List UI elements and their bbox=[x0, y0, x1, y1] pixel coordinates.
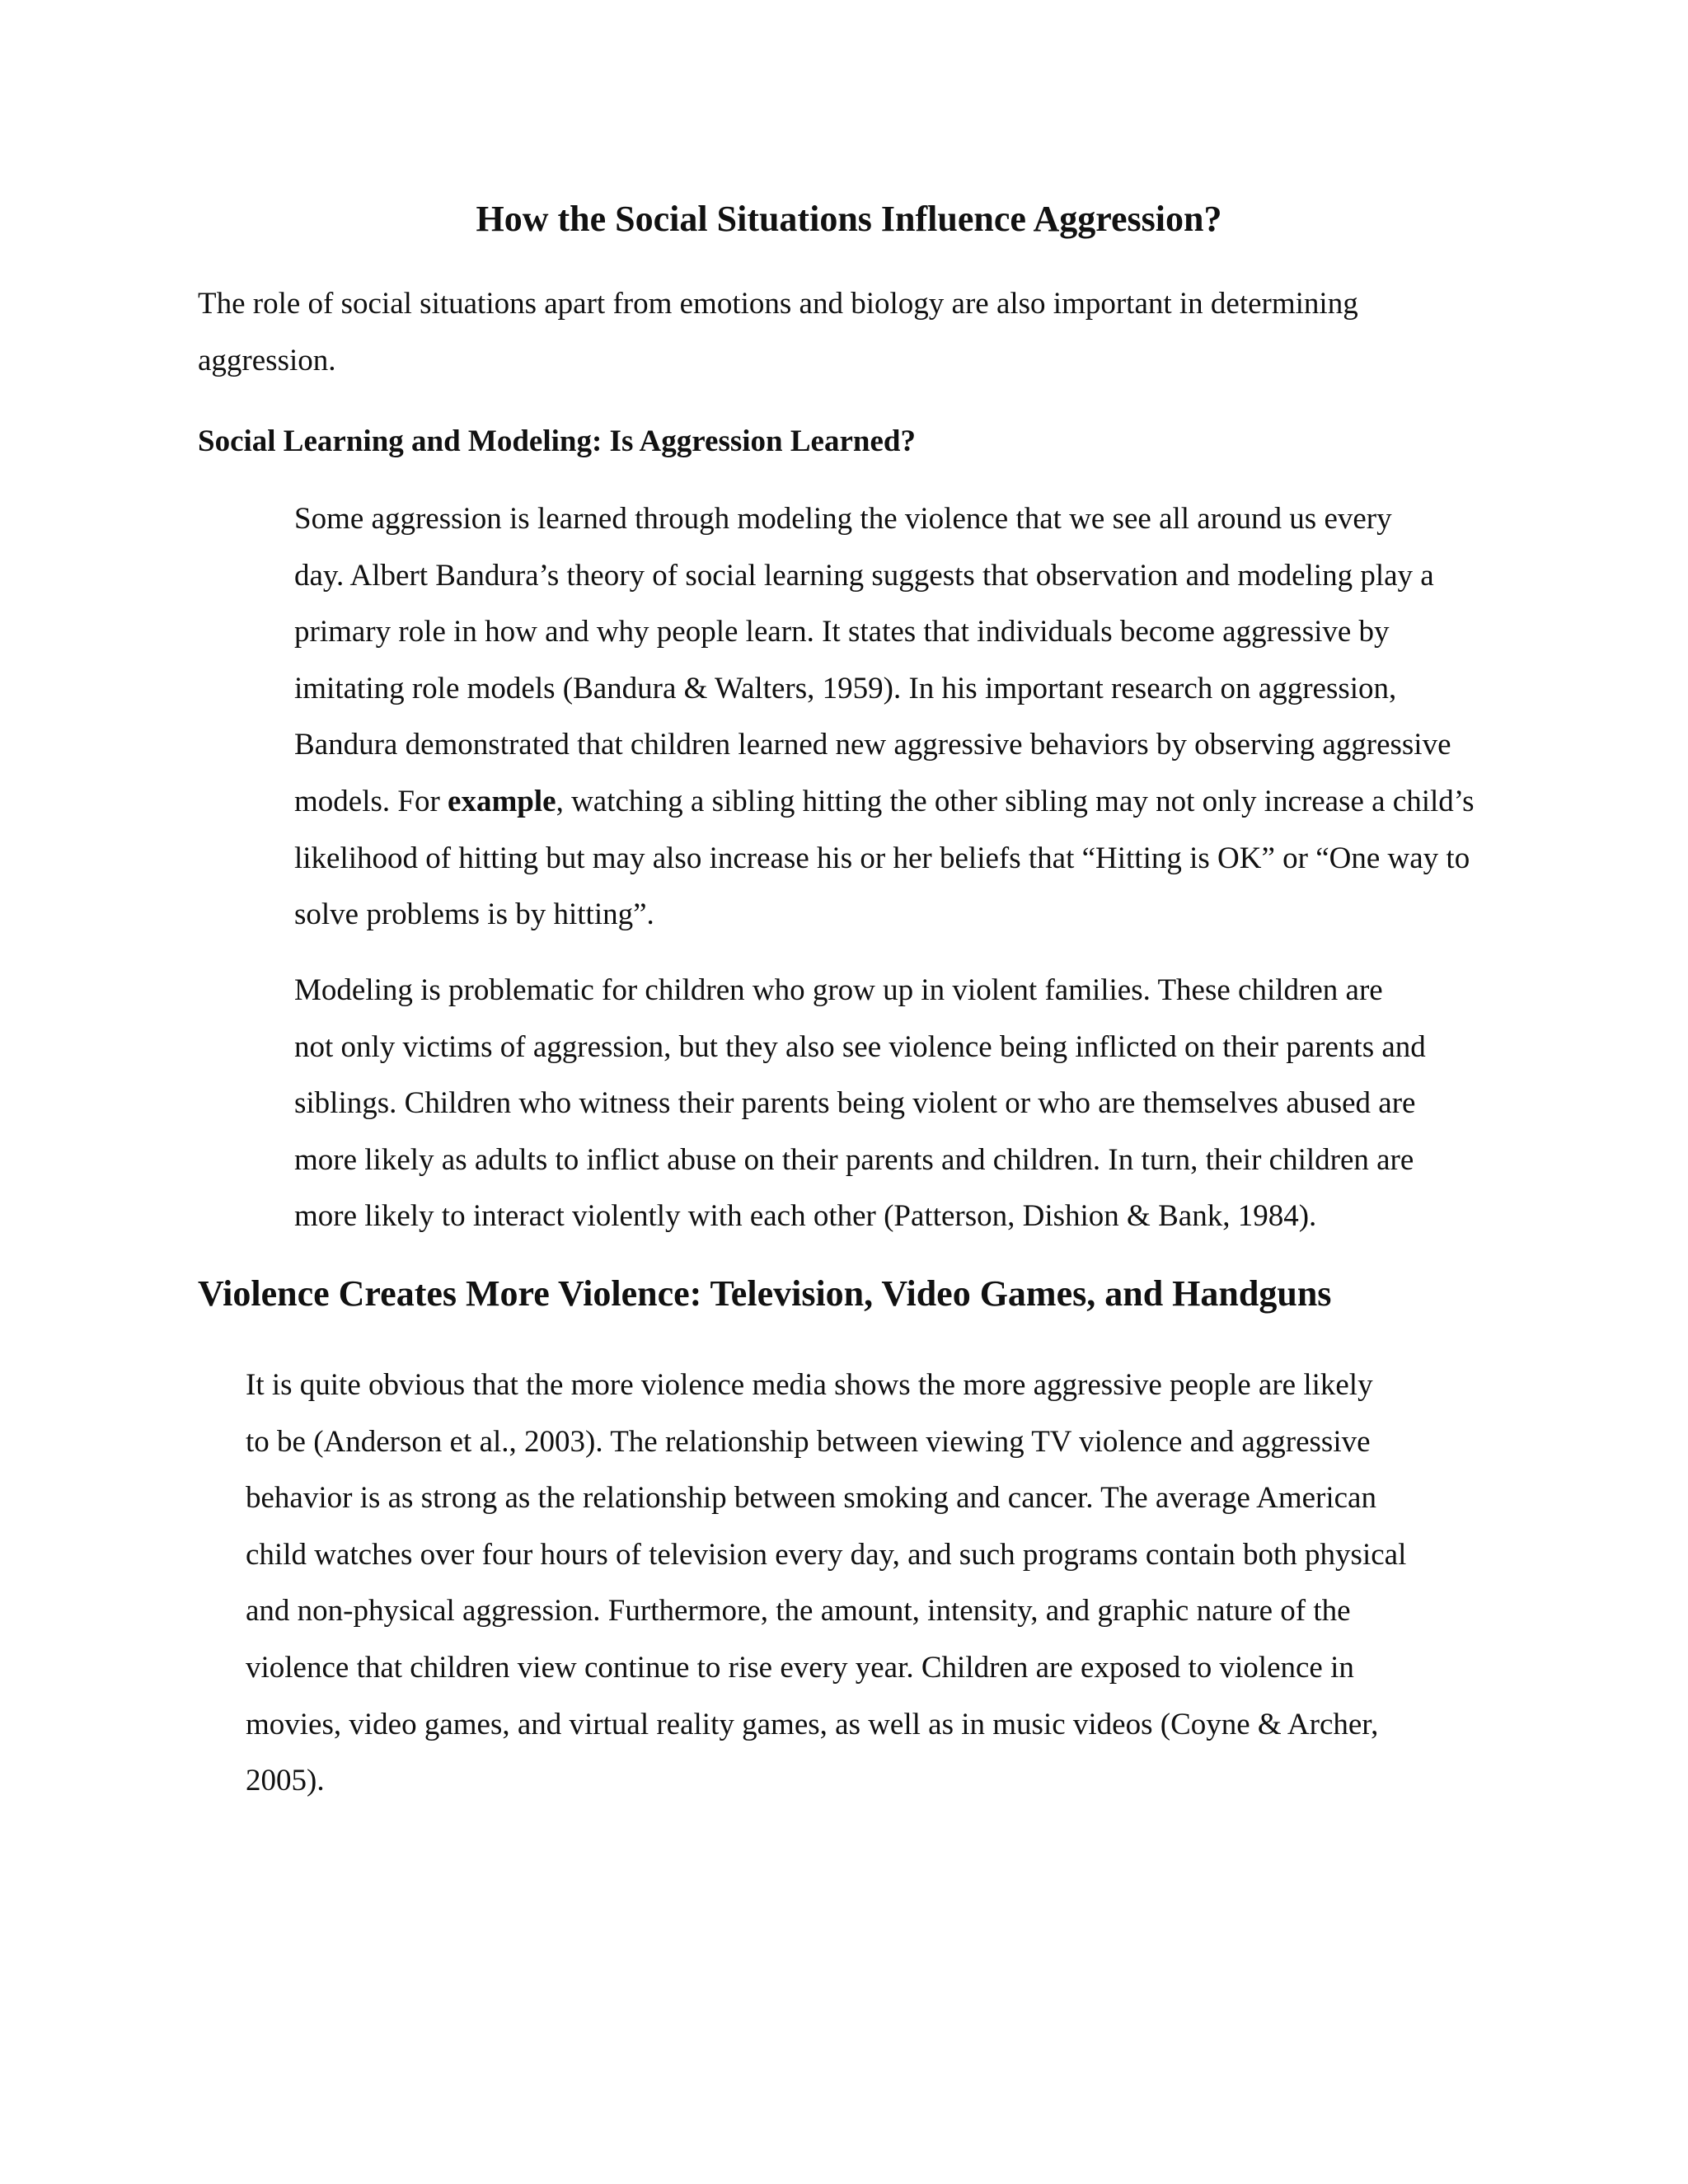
text-line: Bandura demonstrated that children learned new aggressive behaviors by observing aggressive bbox=[294, 728, 1451, 762]
text-line: 2005). bbox=[246, 1764, 325, 1798]
section-heading-social-learning: Social Learning and Modeling: Is Aggression Learned? bbox=[198, 424, 916, 458]
paragraph-modeling-violent-families bbox=[198, 963, 1500, 1245]
text-line: and non-physical aggression. Furthermore, the amount, intensity, and graphic nature of the bbox=[246, 1594, 1351, 1629]
text-line: The role of social situations apart from emotions and biology are also important in determining bbox=[198, 287, 1358, 321]
bold-term-example: example bbox=[448, 784, 556, 818]
text-line: more likely to interact violently with each other (Patterson, Dishion & Bank, 1984). bbox=[294, 1199, 1317, 1234]
text-line: child watches over four hours of television every day, and such programs contain both physical bbox=[246, 1537, 1407, 1572]
text-line: Some aggression is learned through modeling the violence that we see all around us every bbox=[294, 502, 1392, 536]
document-title: How the Social Situations Influence Aggression? bbox=[476, 199, 1222, 239]
text-line: siblings. Children who witness their parents being violent or who are themselves abused are bbox=[294, 1086, 1416, 1121]
text-line: not only victims of aggression, but they also see violence being inflicted on their parents and bbox=[294, 1029, 1426, 1064]
text-line: likelihood of hitting but may also increase his or her beliefs that “Hitting is OK” or “One way to bbox=[294, 841, 1470, 875]
text-line bbox=[198, 774, 1500, 831]
text-line: primary role in how and why people learn. It states that individuals become aggressive by bbox=[294, 615, 1390, 649]
text-segment: models. For bbox=[294, 784, 448, 818]
text-line: Modeling is problematic for children who grow up in violent families. These children are bbox=[294, 973, 1383, 1007]
section-heading-violence-media: Violence Creates More Violence: Television, Video Games, and Handguns bbox=[198, 1273, 1332, 1314]
text-line: to be (Anderson et al., 2003). The relationship between viewing TV violence and aggressive bbox=[246, 1424, 1371, 1459]
text-line: solve problems is by hitting”. bbox=[294, 898, 654, 932]
text-line: movies, video games, and virtual reality games, as well as in music videos (Coyne & Archer, bbox=[246, 1707, 1379, 1741]
text-line: It is quite obvious that the more violence media shows the more aggressive people are likely bbox=[246, 1368, 1373, 1402]
text-line: aggression. bbox=[198, 344, 336, 377]
text-line: day. Albert Bandura’s theory of social learning suggests that observation and modeling play a bbox=[294, 558, 1434, 593]
text-line: imitating role models (Bandura & Walters, 1959). In his important research on aggression, bbox=[294, 671, 1397, 705]
intro-paragraph bbox=[198, 275, 1500, 389]
paragraph-violence-media bbox=[198, 1357, 1500, 1810]
text-line: more likely as adults to inflict abuse on their parents and children. In turn, their children are bbox=[294, 1142, 1414, 1177]
text-line: behavior is as strong as the relationship between smoking and cancer. The average American bbox=[246, 1481, 1376, 1516]
paragraph-social-learning bbox=[198, 491, 1500, 944]
text-line: violence that children view continue to rise every year. Children are exposed to violence in bbox=[246, 1650, 1354, 1685]
text-segment: , watching a sibling hitting the other sibling may not only increase a child’s bbox=[556, 784, 1475, 818]
